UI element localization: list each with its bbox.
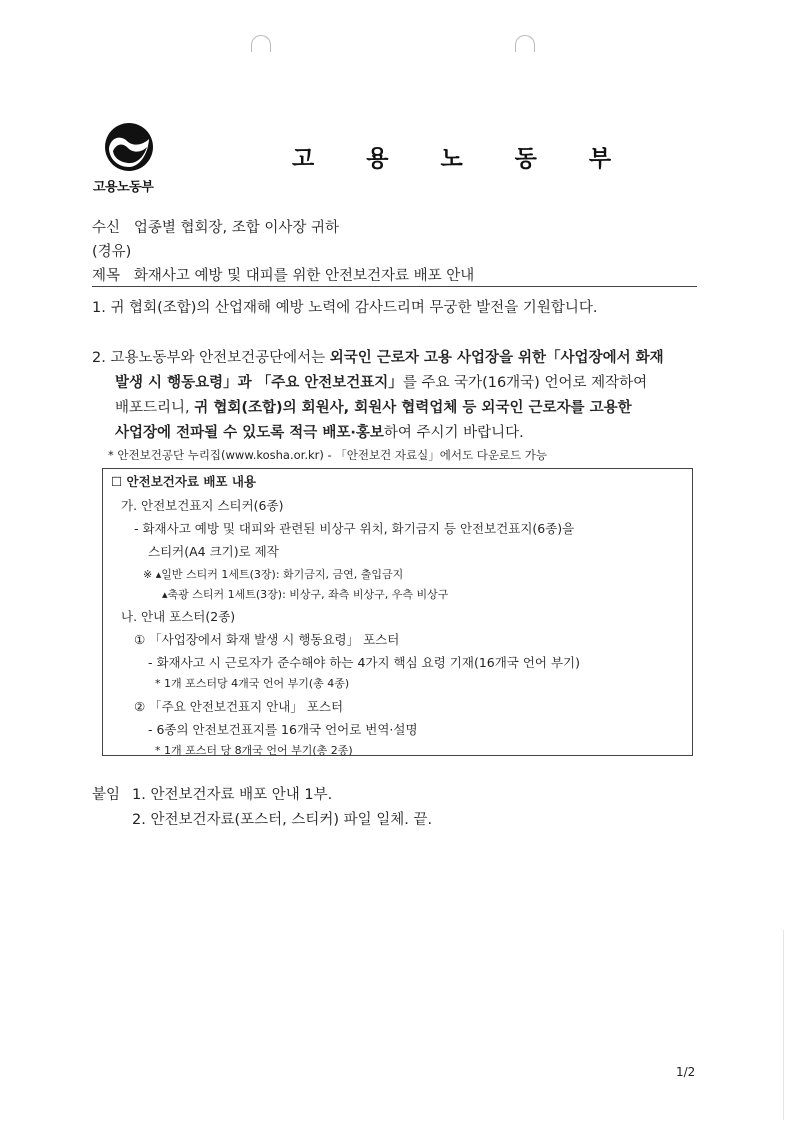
recipient-label: 수신 bbox=[92, 220, 121, 236]
attachment-item-1: 1. 안전보건자료 배포 안내 1부. bbox=[132, 787, 333, 803]
subject-value: 화재사고 예방 및 대피를 위한 안전보건자료 배포 안내 bbox=[133, 268, 475, 284]
recipient-row bbox=[92, 216, 339, 237]
paragraph-1: 1. 귀 협회(조합)의 산업재해 예방 노력에 감사드리며 무궁한 발전을 기원합니다. bbox=[92, 300, 598, 316]
box-item-a: 가. 안전보건표지 스티커(6종) bbox=[121, 498, 284, 513]
subject-row bbox=[92, 264, 474, 285]
box-item-b: 나. 안내 포스터(2종) bbox=[121, 609, 236, 624]
box-item-b2: ② 「주요 안전보건표지 안내」 포스터 bbox=[134, 699, 344, 714]
p2-bold-text: 외국인 근로자 고용 사업장을 위한「사업장에서 화재 bbox=[329, 350, 664, 366]
divider-line bbox=[92, 286, 697, 287]
box-item-b2-desc: - 6종의 안전보건표지를 16개국 언어로 번역·설명 bbox=[148, 722, 418, 737]
box-item-a-desc-cont: 스티커(A4 크기)로 제작 bbox=[148, 544, 279, 559]
box-item-b1: ① 「사업장에서 화재 발생 시 행동요령」 포스터 bbox=[134, 632, 400, 647]
p2-bold-text: 발생 시 행동요령」과 「주요 안전보건표지」 bbox=[115, 375, 403, 391]
p2-bold-text: 사업장에 전파될 수 있도록 적극 배포·홍보 bbox=[115, 425, 384, 441]
box-item-b2-note: * 1개 포스터 당 8개국 언어 부기(총 2종) bbox=[155, 744, 353, 757]
government-emblem-logo bbox=[103, 121, 155, 173]
page-number: 1/2 bbox=[676, 1065, 696, 1079]
paragraph-2-line-4 bbox=[115, 421, 524, 442]
punch-hole-mark bbox=[251, 35, 271, 52]
paragraph-2-line-3 bbox=[115, 396, 632, 417]
via-row: (경유) bbox=[92, 244, 132, 260]
p2-text: 2. 고용노동부와 안전보건공단에서는 bbox=[92, 350, 330, 366]
box-item-a-note-1: ※ ▴일반 스티커 1세트(3장): 화기금지, 금연, 출입금지 bbox=[143, 568, 404, 581]
box-item-a-desc: - 화재사고 예방 및 대피와 관련된 비상구 위치, 화기금지 등 안전보건표지(6종)을 bbox=[134, 521, 575, 536]
attachment-item-2: 2. 안전보건자료(포스터, 스티커) 파일 일체. 끝. bbox=[132, 812, 433, 828]
paragraph-2-line-2 bbox=[115, 371, 647, 392]
p2-text: 배포드리니, bbox=[115, 400, 195, 416]
subject-label: 제목 bbox=[92, 268, 121, 284]
box-item-b1-desc: - 화재사고 시 근로자가 준수해야 하는 4가지 핵심 요령 기재(16개국 언어 부기) bbox=[148, 655, 581, 670]
p2-bold-text: 귀 협회(조합)의 회원사, 회원사 협력업체 등 외국인 근로자를 고용한 bbox=[194, 400, 632, 416]
org-logo-text: 고용노동부 bbox=[93, 180, 154, 195]
box-title: ☐ 안전보건자료 배포 내용 bbox=[111, 474, 257, 489]
p2-text: 하여 주시기 바랍니다. bbox=[383, 425, 524, 441]
recipient-value: 업종별 협회장, 조합 이사장 귀하 bbox=[133, 220, 339, 236]
download-note: * 안전보건공단 누리집(www.kosha.or.kr) - 「안전보건 자료실」에서도 다운로드 가능 bbox=[108, 448, 548, 462]
box-item-a-note-2: ▴축광 스티커 1세트(3장): 비상구, 좌측 비상구, 우측 비상구 bbox=[162, 588, 449, 601]
document-header-title: 고 용 노 동 부 bbox=[292, 146, 634, 172]
box-item-b1-note: * 1개 포스터당 4개국 언어 부기(총 4종) bbox=[155, 677, 350, 690]
paragraph-2-line-1 bbox=[92, 346, 664, 367]
scan-edge-line bbox=[783, 930, 784, 1120]
attachments-label: 붙임 bbox=[92, 787, 121, 803]
p2-text: 를 주요 국가(16개국) 언어로 제작하여 bbox=[402, 375, 648, 391]
punch-hole-mark bbox=[515, 35, 535, 52]
